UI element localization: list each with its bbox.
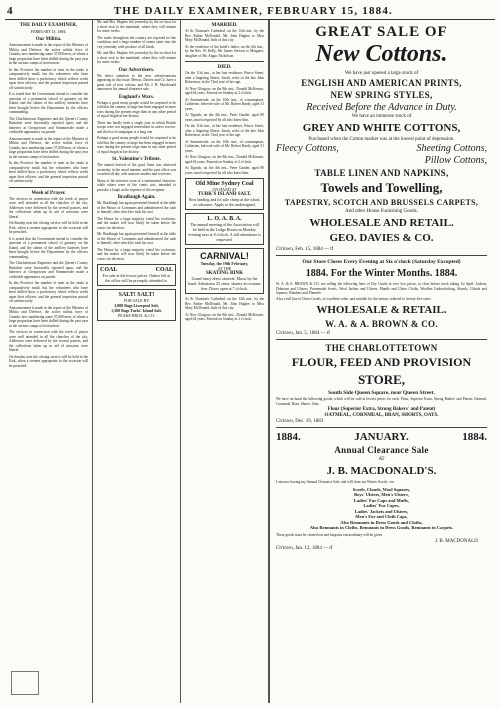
flour-ad-line-3: STORE,	[357, 372, 406, 387]
cottons-ad-line-12: TAPESTRY, SCOTCH AND BRUSSELS CARPETS,	[284, 198, 479, 207]
died-notice-3: At Summerside, on the 10th inst., of consumption, Catherine, beloved wife of Mr. Robert Hardy, aged 31 years.	[185, 97, 264, 111]
local-paragraph-3: Mr. and Mrs. Hughes left yesterday by the ice boat for a short visit to the mainland, where they will remain for some weeks.	[97, 51, 176, 64]
prayer-paragraph-3: It is stated that the Government intend to consider the question of a permanent school of gunnery on the Island, and the claims of the artillery batteries have been brought before the Department by the officers commanding.	[9, 236, 88, 259]
died-heading: DIED.	[217, 65, 232, 70]
prayer-paragraph-8: On Sunday next the closing service will be held in the Kirk, when a sermon appropriate to the occasion will be preached.	[9, 354, 88, 368]
macdonald-ad-line-2: AT	[378, 457, 385, 462]
cottons-ad-line-1: GREAT SALE OF	[315, 24, 448, 40]
salt-ad-title: SALT! SALT!	[118, 292, 155, 298]
flour-ad-line-2: FLOUR, FEED AND PROVISION	[291, 355, 472, 369]
masthead	[5, 4, 495, 20]
coal-ad	[97, 264, 176, 286]
list-item: Scarfs, Clouds, Wool Squares,	[352, 486, 411, 492]
coal-word-2: COAL	[155, 267, 173, 273]
prayer-paragraph-4: The Charlottetown Engineers and the Queen's County Battalion were favourably reported upon, and the batteries at Georgetown and Summerside made a creditable appearance on parade.	[9, 261, 88, 279]
cottons-ad-line-10: TABLE LINEN AND NAPKINS,	[314, 168, 449, 178]
brown-ad-body: W. A. & A. BROWN & CO. are selling the following lines of Dry Goods at very low prices, to clear before stock taking 1st April: Jackets, Dolmans and Ulsters, Promenade Scarfs, Wool Jackets and Ulsters, Mantle and Ulster Cloths, Woollen Underclothing, Shawls, Clouds and Squares, Blankets and Flannels.	[276, 282, 487, 295]
loaba-body: The annual meeting of the Association will be held in the Lodge Room on Monday evening next at 8 o'clock. A full attendance is requested.	[188, 222, 261, 242]
valentine-paragraph-1: The annual festival of the good Saint was observed yesterday in the usual manner, and the post office was crowded all day with anxious senders and receivers.	[97, 163, 176, 176]
salt-ad-sub: FOR SALE BY	[123, 298, 150, 303]
library-stamp	[11, 671, 39, 695]
list-item: Ladies' Fur Caps and Muffs,	[353, 497, 410, 503]
list-item: Also Remnants in Dress Goods and Cloths,	[340, 519, 423, 525]
paper-date: FEBRUARY 15, 1884.	[30, 29, 67, 34]
married-notice-1: At St. Dunstan's Cathedral, on the 12th inst., by the Rev. Father McDonald, Mr. John Hughes to Miss Mary McDonald, both of this city.	[185, 29, 264, 42]
wars-heading: England's Wars.	[118, 94, 155, 100]
column-4-ads	[269, 20, 493, 703]
brown-ad-line-2: 1884. For the Winter Months. 1884.	[305, 268, 458, 279]
bradlaugh-heading: Bradlaugh Again.	[117, 195, 156, 200]
salt-ad-seller: PEAKE BROS. & CO.	[117, 313, 155, 318]
cottons-ad-line-15: GEO. DAVIES & CO.	[329, 232, 434, 244]
prayer-paragraph-7: The services in connection with the week of prayer were well attended in all the churches of the city. Addresses were delivered by the several pastors, and the collections taken up in aid of missions were liberal.	[9, 330, 88, 352]
brown-ad-line-3: WHOLESALE & RETAIL.	[316, 304, 447, 316]
list-item: Men's Fur and Cloth Caps,	[355, 514, 408, 519]
sydney-coal-sub: ON HAND AT	[212, 187, 237, 192]
macdonald-ad-date: Ch'town, Jan. 12, 1884 — tf	[276, 546, 333, 551]
macdonald-ad-years	[276, 431, 487, 443]
divider	[9, 187, 88, 188]
died-notice-5: On the 11th inst., at her late residence, Prince Street, after a lingering illness, Sarah, relict of the late John Robertson, in the 72nd year of her age.	[185, 124, 264, 137]
macdonald-ad-body-2: These goods must be cleared out and bargains extraordinary will be given.	[276, 532, 383, 537]
bradlaugh-paragraph-1: Mr. Bradlaugh has again presented himself at the table of the House of Commons and administered the oath to himself, after which he took his seat.	[97, 201, 176, 214]
flour-ad-body: We have on hand the following goods, which will be sold at lowest prices for cash: Flour, Superior Extra, Strong Bakers' and Patent; Oatmeal, Cornmeal, Bran, Shorts, Oats.	[276, 397, 487, 406]
flour-ad-line-6: OATMEAL, CORNMEAL, BRAN, SHORTS, OATS.	[324, 413, 439, 418]
paper-name: THE DAILY EXAMINER.	[19, 23, 78, 28]
sydney-coal-body: Now landing and for sale cheap at the wharf, ex schooner. Apply to the undersigned.	[188, 197, 261, 207]
divider	[185, 61, 264, 62]
prayer-paragraph-1: The services in connection with the week of prayer were well attended in all the churches of the city. Addresses were delivered by the several pastors, and the collections taken up in aid of missions were liberal.	[9, 196, 88, 219]
loaba-title: L. O. A. B. A.	[207, 216, 242, 222]
macdonald-ad-body: I am now having my Annual Clearance Sale, and will clear out Winter Goods, viz.:	[276, 480, 396, 484]
wars-paragraph-3: Perhaps a good many people would be surprised to be told that the country at large has been engaged in more wars during the present reign than in any other period of equal length in her history.	[97, 136, 176, 154]
local-paragraph-1: Mr. and Mrs. Hughes left yesterday by the ice boat for a short visit to the mainland, where they will remain for some weeks.	[97, 20, 176, 33]
cottons-ad-line-5: NEW SPRING STYLES,	[330, 90, 433, 100]
advertisers-heading: Our Advertisers.	[118, 67, 155, 73]
sydney-coal-ad	[185, 178, 264, 210]
list-item: Boys' Ulsters, Men's Ulsters,	[354, 492, 409, 497]
column-1	[5, 20, 93, 703]
column-3	[181, 20, 269, 703]
cottons-ad-line-8: GREY AND WHITE COTTONS,	[302, 122, 461, 134]
died-notice-2: At New Glasgow, on the 8th inst., Donald McKenzie, aged 64 years. Funeral on Sunday at 2 o'clock.	[185, 86, 264, 95]
flour-ad-line-4: South Side Queen Square, near Queen Street.	[328, 390, 435, 396]
misc-notice-2: At New Glasgow, on the 8th inst., Donald McKenzie, aged 64 years. Funeral on Sunday at 2 o'clock.	[185, 312, 264, 321]
divider	[276, 339, 487, 340]
cottons-ad-line-14: WHOLESALE AND RETAIL.	[309, 217, 454, 229]
married-notice-2: At the residence of the bride's father, on the 6th inst., by the Rev. W. Kelly, Mr. James Stewart to Margaret, daughter of Mr. Angus Nicholson.	[185, 44, 264, 58]
carnival-title: CARNIVAL!	[200, 251, 249, 261]
cottons-ad-line-11: Towels and Towelling,	[320, 180, 443, 195]
prayer-paragraph-6: Announcement is made in the report of the Minister of Militia and Defence, the active militia force of Canada, now numbering some 37,000 men, of whom a large proportion have been drilled during the past year in the various camps of instruction.	[9, 305, 88, 328]
page-number: 4	[7, 4, 14, 17]
died-notice-8: At Tignish, on the 4th inst., Peter Gaudet, aged 80 years, much respected by all who knew him.	[185, 166, 264, 175]
cottons-ad-line-4: ENGLISH AND AMERICAN PRINTS,	[301, 78, 462, 88]
brown-ad-line-1: Our Store Closes Every Evening at Six o'clock (Saturday Excepted)	[302, 259, 461, 265]
cottons-ad-line-9: Purchased when the Cotton market was at the lowest point of depression.	[308, 137, 455, 142]
coal-ad-body: For sale at the lowest prices. Orders left at the office will be promptly attended to.	[102, 273, 171, 283]
prayer-paragraph-5: In this Province the number of men in the ranks is comparatively small, but the volunteers who have been drilled show a proficiency which reflects credit upon their officers, and the general inspection passed off satisfactorily.	[9, 281, 88, 303]
valentine-heading: St. Valentine's Tribute.	[112, 157, 161, 162]
cottons-ad-row-2	[276, 155, 487, 166]
advertisers-paragraph: We direct attention to the new advertisements appearing in this issue. Messrs. Davies and Co. have a great sale of new cottons, and Mr. J. B. Macdonald announces his annual clearance sale.	[97, 73, 176, 91]
list-item: Ladies' Fur Capes,	[363, 503, 400, 508]
flour-ad-line-5: Flour (Superior Extra, Strong Bakers' and Patent)	[327, 407, 436, 412]
militia-paragraph-1: Announcement is made in the report of the Minister of Militia and Defence, the active militia force of Canada, now numbering some 37,000 men, of whom a large proportion have been drilled during the past year in the various camps of instruction.	[9, 43, 88, 65]
misc-notice-1: At St. Dunstan's Cathedral, on the 12th inst., by the Rev. Father McDonald, Mr. John Hughes to Miss Mary McDonald, both of this city.	[185, 297, 264, 310]
local-paragraph-2: The roads throughout the country are reported in fine condition, and a large number of teams came into the city yesterday with produce of all kinds.	[97, 35, 176, 49]
died-notice-1: On the 11th inst., at her late residence, Prince Street, after a lingering illness, Sarah, relict of the late John Robertson, in the 72nd year of her age.	[185, 71, 264, 84]
cottons-ad-date: Ch'town, Feb. 15, 1884 — tf	[276, 247, 334, 252]
wars-paragraph-1: Perhaps a good many people would be surprised to be told that the country at large has been engaged in more wars during the present reign than in any other period of equal length in her history.	[97, 100, 176, 118]
list-item: Ladies' Jackets and Ulsters,	[354, 508, 409, 514]
carnival-venue: SKATING RINK	[206, 271, 243, 276]
carnival-body: Grand fancy dress carnival. Music by the band. Admission 25 cents; skaters in costume free. Doors open at 7 o'clock.	[188, 276, 261, 291]
turks-salt-name: TURK'S ISLAND SALT.	[197, 192, 252, 197]
brown-ad-date: Ch'town, Jan. 5, 1884 — tf	[276, 331, 330, 336]
cottons-ad-line-13: And other House Furnishing Goods.	[345, 209, 418, 214]
carnival-sub: AT THE	[217, 266, 232, 271]
column-2	[93, 20, 181, 703]
year-left: 1884.	[276, 431, 301, 443]
month: JANUARY.	[354, 431, 409, 443]
brown-ad-body-2: Also a full line of Dress Goods, of excellent value, and suitable for the season, reduced to twenty-five cents.	[276, 296, 432, 301]
divider	[276, 427, 487, 428]
militia-heading: Our Militia.	[35, 37, 62, 42]
masthead-title: THE DAILY EXAMINER, FEBRUARY 15, 1884.	[113, 4, 393, 17]
prayer-paragraph-2: On Sunday next the closing service will be held in the Kirk, when a sermon appropriate to the occasion will be preached.	[9, 221, 88, 234]
cottons-ad-line-6: Received Before the Advance in Duty.	[306, 102, 457, 113]
salt-ad-qty-2: 1,500 Bags Turks' Island Salt.	[111, 308, 162, 313]
wars-paragraph-2: There has hardly been a single year in which British troops were not engaged somewhere in active service, and the list of campaigns is a long one.	[97, 120, 176, 134]
macdonald-ad-line-3: J. B. MACDONALD'S.	[326, 465, 437, 477]
carnival-date: Tuesday, the 19th February,	[200, 261, 249, 266]
cottons-ad-line-2: New Cottons.	[315, 41, 448, 67]
died-notice-4: At Tignish, on the 4th inst., Peter Gaudet, aged 80 years, much respected by all who knew him.	[185, 113, 264, 122]
died-notice-6: At Summerside, on the 10th inst., of consumption, Catherine, beloved wife of Mr. Robert Hardy, aged 31 years.	[185, 139, 264, 153]
cottons-ad-line-3: We have just opened a large stock of	[344, 71, 419, 76]
macdonald-ad-line-1: Annual Clearance Sale	[334, 445, 429, 455]
sheeting-cottons: Sheeting Cottons,	[416, 143, 487, 154]
valentine-paragraph-2: Many of the missives were of a sentimental character, while others were of the comic sort, intended to provoke a laugh at the expense of the recipient.	[97, 178, 176, 192]
prayer-heading: Week of Prayer.	[31, 190, 66, 196]
militia-paragraph-2: In this Province the number of men in the ranks is comparatively small, but the volunteers who have been drilled show a proficiency which reflects credit upon their officers, and the general inspection passed off satisfactorily.	[9, 67, 88, 90]
died-notice-7: At New Glasgow, on the 8th inst., Donald McKenzie, aged 64 years. Funeral on Sunday at 2 o'clock.	[185, 155, 264, 164]
list-item: Also Remnants in Cloths. Remnants in Dress Goods, Remnants in Carpets.	[309, 525, 454, 530]
pillow-cottons: Pillow Cottons,	[424, 155, 487, 166]
year-right: 1884.	[462, 431, 487, 443]
bradlaugh-paragraph-2: The House by a large majority voted his exclusion, and the matter will now likely be taken before the courts for decision.	[97, 216, 176, 230]
brown-ad-line-4: W. A. & A. BROWN & CO.	[325, 319, 438, 329]
salt-ad-qty-1: 3,000 Bags Liverpool Salt,	[114, 303, 159, 308]
divider	[276, 255, 487, 256]
macdonald-ad-items	[276, 487, 487, 531]
cottons-ad-row-1	[276, 143, 487, 154]
married-heading: MARRIED.	[211, 23, 238, 28]
bradlaugh-paragraph-3: Mr. Bradlaugh has again presented himself at the table of the House of Commons and administered the oath to himself, after which he took his seat.	[97, 232, 176, 245]
carnival-ad	[185, 248, 264, 294]
militia-paragraph-2-cont: In this Province the number of men in the ranks is comparatively small, but the volunteers who have been drilled show a proficiency which reflects credit upon their officers, and the general inspection passed off satisfactorily.	[9, 161, 88, 183]
macdonald-ad-signature: J. B. MACDONALD.	[434, 539, 479, 544]
coal-word-1: COAL	[100, 267, 118, 273]
salt-ad	[97, 289, 176, 321]
columns	[5, 20, 495, 703]
cottons-ad-line-7: We have an immense stock of	[351, 114, 412, 119]
bradlaugh-paragraph-4: The House by a large majority voted his exclusion, and the matter will now likely be taken before the courts for decision.	[97, 247, 176, 261]
flour-ad-line-1: THE CHARLOTTETOWN	[325, 343, 438, 353]
militia-paragraph-1-cont: Announcement is made in the report of the Minister of Militia and Defence, the active militia force of Canada, now numbering some 37,000 men, of whom a large proportion have been drilled during the past year in the various camps of instruction.	[9, 136, 88, 159]
sydney-coal-title: Old Mine Sydney Coal	[195, 181, 254, 187]
militia-paragraph-3: It is stated that the Government intend to consider the question of a permanent school of gunnery on the Island, and the claims of the artillery batteries have been brought before the Department by the officers commanding.	[9, 92, 88, 114]
militia-paragraph-4: The Charlottetown Engineers and the Queen's County Battalion were favourably reported upon, and the batteries at Georgetown and Summerside made a creditable appearance on parade.	[9, 116, 88, 134]
loaba-ad	[185, 213, 264, 245]
fleecy-cottons: Fleecy Cottons,	[276, 143, 339, 154]
flour-ad-date: Ch'town, Dec. 19, 1883	[276, 419, 324, 424]
